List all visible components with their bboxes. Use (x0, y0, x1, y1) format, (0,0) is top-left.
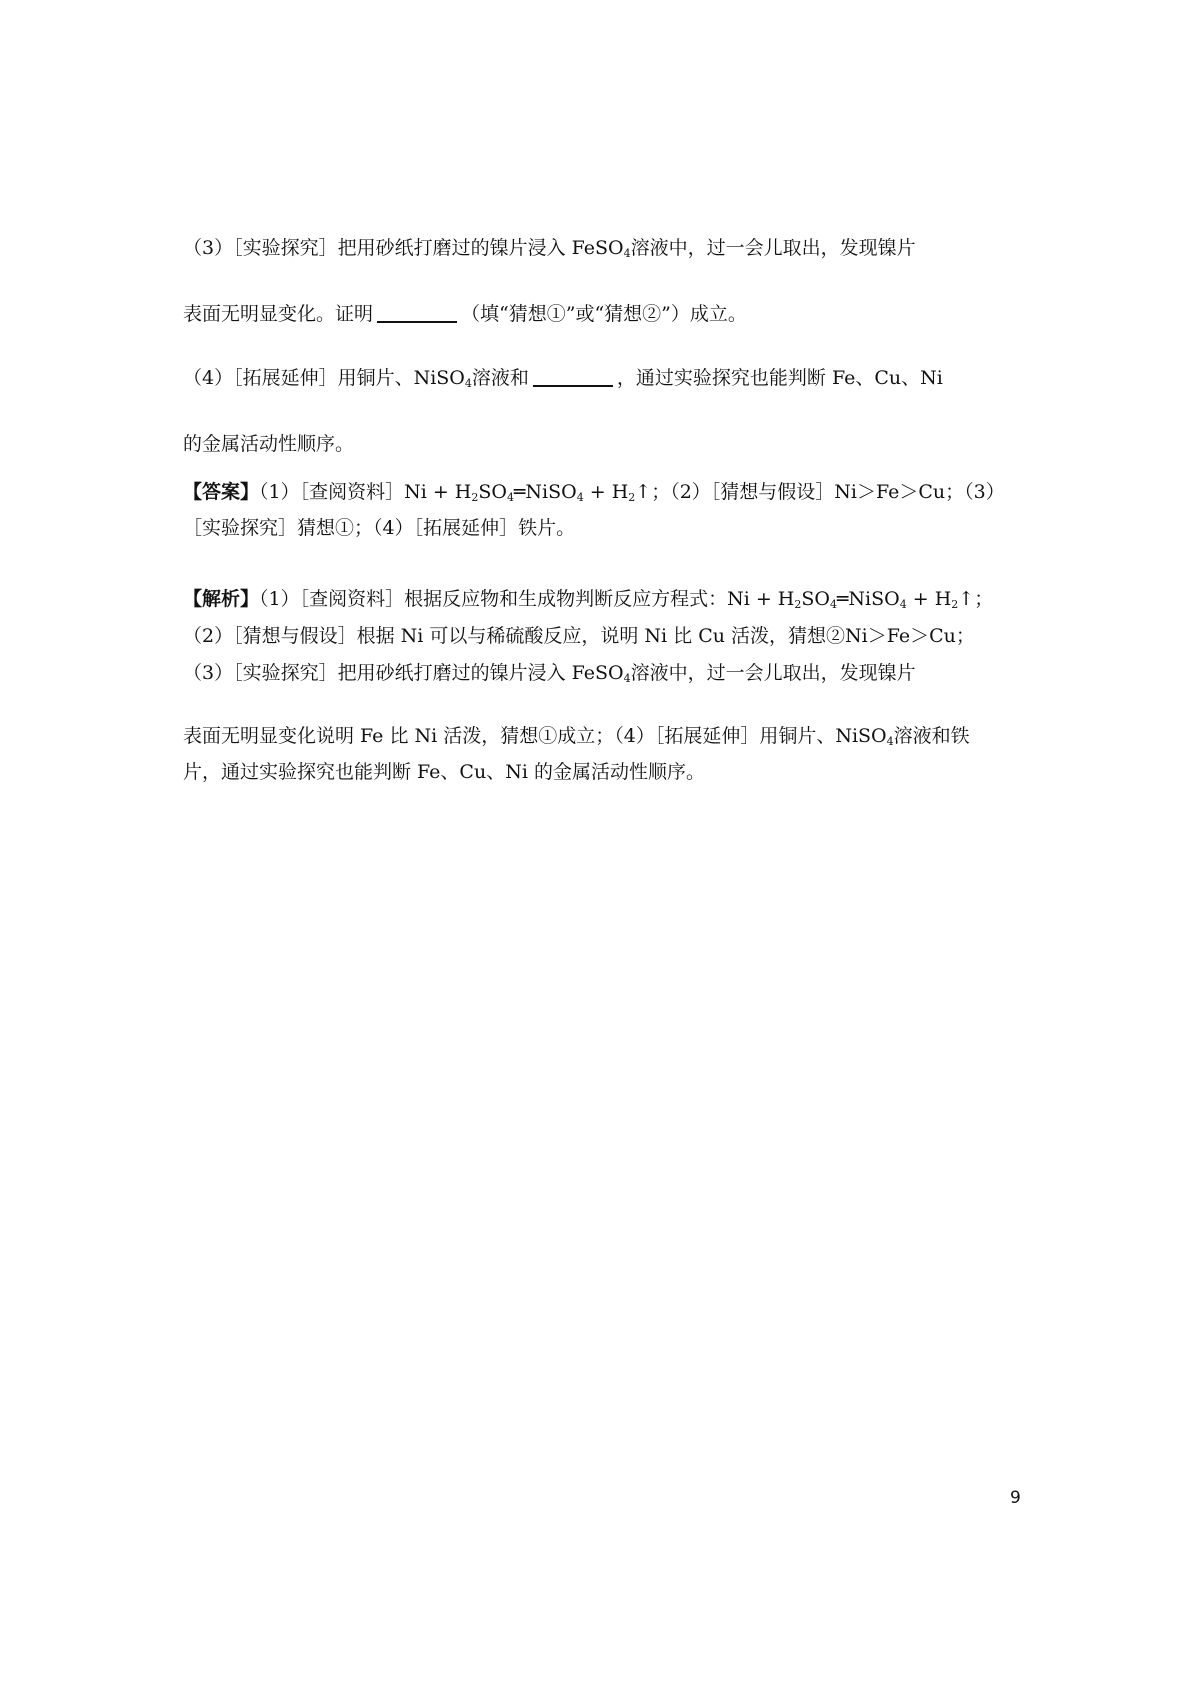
analysis-text: + H (906, 588, 952, 610)
q3-line-1-suffix: 溶液中，过一会儿取出，发现镍片 (630, 237, 916, 259)
answer-text: SO (478, 481, 507, 503)
analysis-line-4-suffix: 溶液和铁 (893, 725, 970, 747)
q3-line-1-prefix: （3）［实验探究］把用砂纸打磨过的镍片浸入 FeSO (183, 237, 624, 259)
answer-line-1 (183, 478, 1005, 506)
analysis-sub: 4 (899, 598, 907, 611)
analysis-line-4-prefix: 表面无明显变化说明 Fe 比 Ni 活泼，猜想①成立；（4）［拓展延伸］用铜片、NiSO (183, 725, 887, 747)
answer-text: + H (583, 481, 629, 503)
q3-line-1 (183, 234, 916, 262)
answer-text: ═NiSO (513, 481, 577, 503)
analysis-text: SO (801, 588, 830, 610)
answer-text: （1）［查阅资料］Ni + H (259, 481, 472, 503)
analysis-line-4-sub: 4 (886, 735, 894, 748)
analysis-line-5-text: 片，通过实验探究也能判断 Fe、Cu、Ni 的金属活动性顺序。 (183, 761, 705, 783)
q4-line-1-sub: 4 (464, 377, 472, 390)
answer-sub: 4 (576, 491, 584, 504)
analysis-line-4 (183, 722, 970, 750)
analysis-line-3-prefix: （3）［实验探究］把用砂纸打磨过的镍片浸入 FeSO (183, 662, 624, 684)
answer-line-2-text: ［实验探究］猜想①；（4）［拓展延伸］铁片。 (183, 517, 576, 539)
q4-line-1-prefix: （4）［拓展延伸］用铜片、NiSO (183, 367, 465, 389)
analysis-sub: 2 (951, 598, 959, 611)
analysis-sub: 4 (829, 598, 837, 611)
analysis-text: （1）［查阅资料］根据反应物和生成物判断反应方程式：Ni + H (259, 588, 795, 610)
analysis-label: 【解析】 (183, 588, 260, 610)
q4-line-2-text: 的金属活动性顺序。 (183, 433, 355, 455)
analysis-line-3-sub: 4 (623, 672, 631, 685)
analysis-line-3 (183, 659, 916, 687)
analysis-text: ═NiSO (836, 588, 900, 610)
q4-line-1-after: ，通过实验探究也能判断 Fe、Cu、Ni (616, 367, 943, 389)
q3-answer-blank[interactable] (377, 301, 457, 323)
q4-line-1 (183, 364, 943, 392)
answer-label: 【答案】 (183, 481, 260, 503)
q4-answer-blank[interactable] (533, 365, 613, 387)
q3-line-1-sub: 4 (623, 247, 631, 260)
analysis-text: ↑； (958, 588, 994, 610)
page-number: 9 (1010, 1488, 1021, 1508)
analysis-line-1 (183, 585, 993, 613)
answer-line-2 (183, 514, 575, 542)
answer-sub: 2 (628, 491, 636, 504)
analysis-sub: 2 (794, 598, 802, 611)
answer-sub: 4 (506, 491, 514, 504)
q3-line-2-before: 表面无明显变化。证明 (183, 303, 374, 325)
analysis-line-5 (183, 758, 705, 786)
analysis-line-2-text: （2）［猜想与假设］根据 Ni 可以与稀硫酸反应，说明 Ni 比 Cu 活泼，猜想②Ni＞Fe＞Cu； (183, 625, 975, 647)
q4-line-1-mid: 溶液和 (471, 367, 529, 389)
answer-text: ↑；（2）［猜想与假设］Ni＞Fe＞Cu；（3） (635, 481, 1005, 503)
answer-sub: 2 (471, 491, 479, 504)
q3-line-2-after: （填“猜想①”或“猜想②”）成立。 (461, 303, 747, 325)
q4-line-2 (183, 430, 354, 458)
analysis-line-3-suffix: 溶液中，过一会儿取出，发现镍片 (630, 662, 916, 684)
q3-line-2 (183, 300, 747, 328)
analysis-line-2 (183, 622, 975, 650)
